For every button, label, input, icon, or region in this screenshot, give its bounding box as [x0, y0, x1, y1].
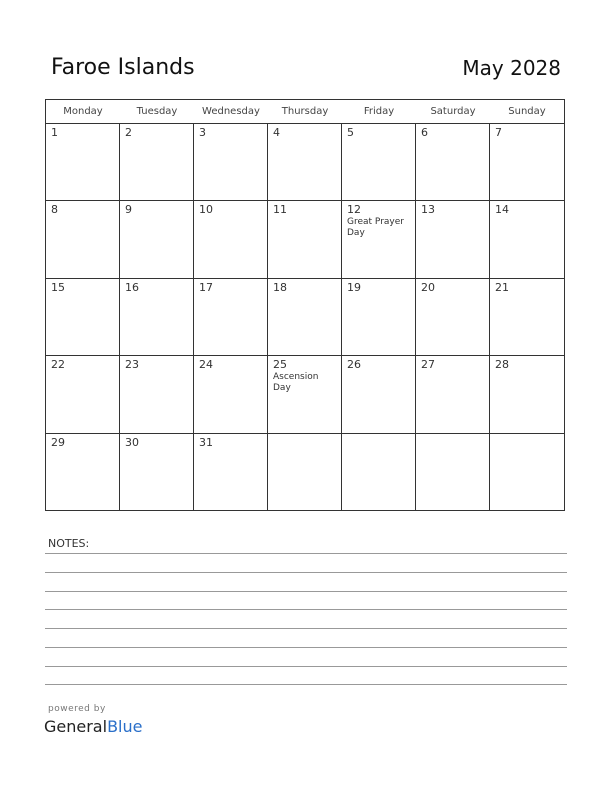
day-cell	[490, 279, 564, 356]
day-cell	[268, 201, 342, 278]
day-number: 28	[495, 358, 509, 372]
note-line	[45, 553, 567, 554]
day-cell	[46, 201, 120, 278]
day-number: 14	[495, 203, 509, 217]
day-number: 25	[273, 358, 287, 372]
calendar-body	[46, 124, 564, 511]
brand-name-blue: Blue	[107, 717, 143, 736]
holiday-label: Great Prayer Day	[347, 217, 404, 239]
day-cell	[342, 124, 416, 201]
note-line	[45, 609, 567, 610]
day-number: 23	[125, 358, 139, 372]
day-cell	[46, 356, 120, 433]
day-number: 13	[421, 203, 435, 217]
weekday-monday: Monday	[63, 106, 103, 117]
day-cell	[342, 434, 416, 511]
calendar-grid	[45, 99, 565, 511]
day-cell	[46, 434, 120, 511]
weekday-header	[46, 100, 564, 124]
weekday-wednesday: Wednesday	[202, 106, 260, 117]
day-cell	[194, 434, 268, 511]
day-cell	[416, 279, 490, 356]
weekday-saturday: Saturday	[430, 106, 476, 117]
note-line	[45, 628, 567, 629]
day-number: 17	[199, 280, 213, 294]
day-cell	[120, 124, 194, 201]
day-cell	[490, 434, 564, 511]
brand-name-general: General	[44, 717, 108, 736]
note-line	[45, 647, 567, 648]
day-cell	[416, 356, 490, 433]
holiday-label: Ascension Day	[273, 372, 319, 394]
day-number: 18	[273, 280, 287, 294]
day-number: 22	[51, 358, 65, 372]
brand-logo	[44, 717, 142, 736]
day-number: 29	[51, 435, 65, 449]
day-cell	[490, 124, 564, 201]
day-cell	[194, 201, 268, 278]
day-number: 7	[495, 126, 502, 139]
day-cell	[268, 279, 342, 356]
weekday-tuesday: Tuesday	[136, 106, 178, 117]
day-cell	[120, 201, 194, 278]
day-number: 27	[421, 358, 435, 372]
day-cell	[194, 124, 268, 201]
weekday-thursday: Thursday	[281, 106, 329, 117]
day-cell	[342, 356, 416, 433]
note-line	[45, 684, 567, 685]
day-cell	[194, 356, 268, 433]
day-number: 19	[347, 280, 361, 294]
day-cell	[342, 279, 416, 356]
day-number: 9	[125, 203, 132, 217]
day-cell	[46, 279, 120, 356]
day-number: 31	[199, 435, 213, 449]
day-cell	[120, 434, 194, 511]
day-number: 12	[347, 203, 361, 217]
day-cell	[120, 279, 194, 356]
note-line	[45, 666, 567, 667]
country-title: Faroe Islands	[51, 55, 195, 80]
day-number: 4	[273, 126, 280, 139]
day-cell	[342, 201, 416, 278]
day-number: 8	[51, 203, 58, 217]
day-cell	[46, 124, 120, 201]
day-number: 10	[199, 203, 213, 217]
day-number: 2	[125, 126, 132, 139]
day-number: 6	[421, 126, 428, 139]
day-number: 3	[199, 126, 206, 139]
day-number: 16	[125, 280, 139, 294]
notes-label: NOTES:	[48, 537, 90, 550]
weekday-friday: Friday	[363, 106, 395, 117]
day-cell	[416, 434, 490, 511]
day-cell	[490, 356, 564, 433]
day-number: 21	[495, 280, 509, 294]
day-cell	[268, 356, 342, 433]
day-number: 30	[125, 435, 139, 449]
weekday-sunday: Sunday	[508, 106, 546, 117]
day-cell	[416, 124, 490, 201]
day-number: 26	[347, 358, 361, 372]
day-number: 15	[51, 280, 65, 294]
day-cell	[490, 201, 564, 278]
day-number: 20	[421, 280, 435, 294]
day-number: 11	[273, 203, 287, 217]
month-title: May 2028	[462, 56, 561, 80]
note-line	[45, 572, 567, 573]
powered-by-text: powered by	[48, 704, 106, 714]
day-number: 24	[199, 358, 213, 372]
note-line	[45, 591, 567, 592]
day-cell	[268, 434, 342, 511]
day-cell	[120, 356, 194, 433]
day-cell	[416, 201, 490, 278]
day-number: 1	[51, 126, 58, 139]
day-number: 5	[347, 126, 354, 139]
day-cell	[268, 124, 342, 201]
day-cell	[194, 279, 268, 356]
